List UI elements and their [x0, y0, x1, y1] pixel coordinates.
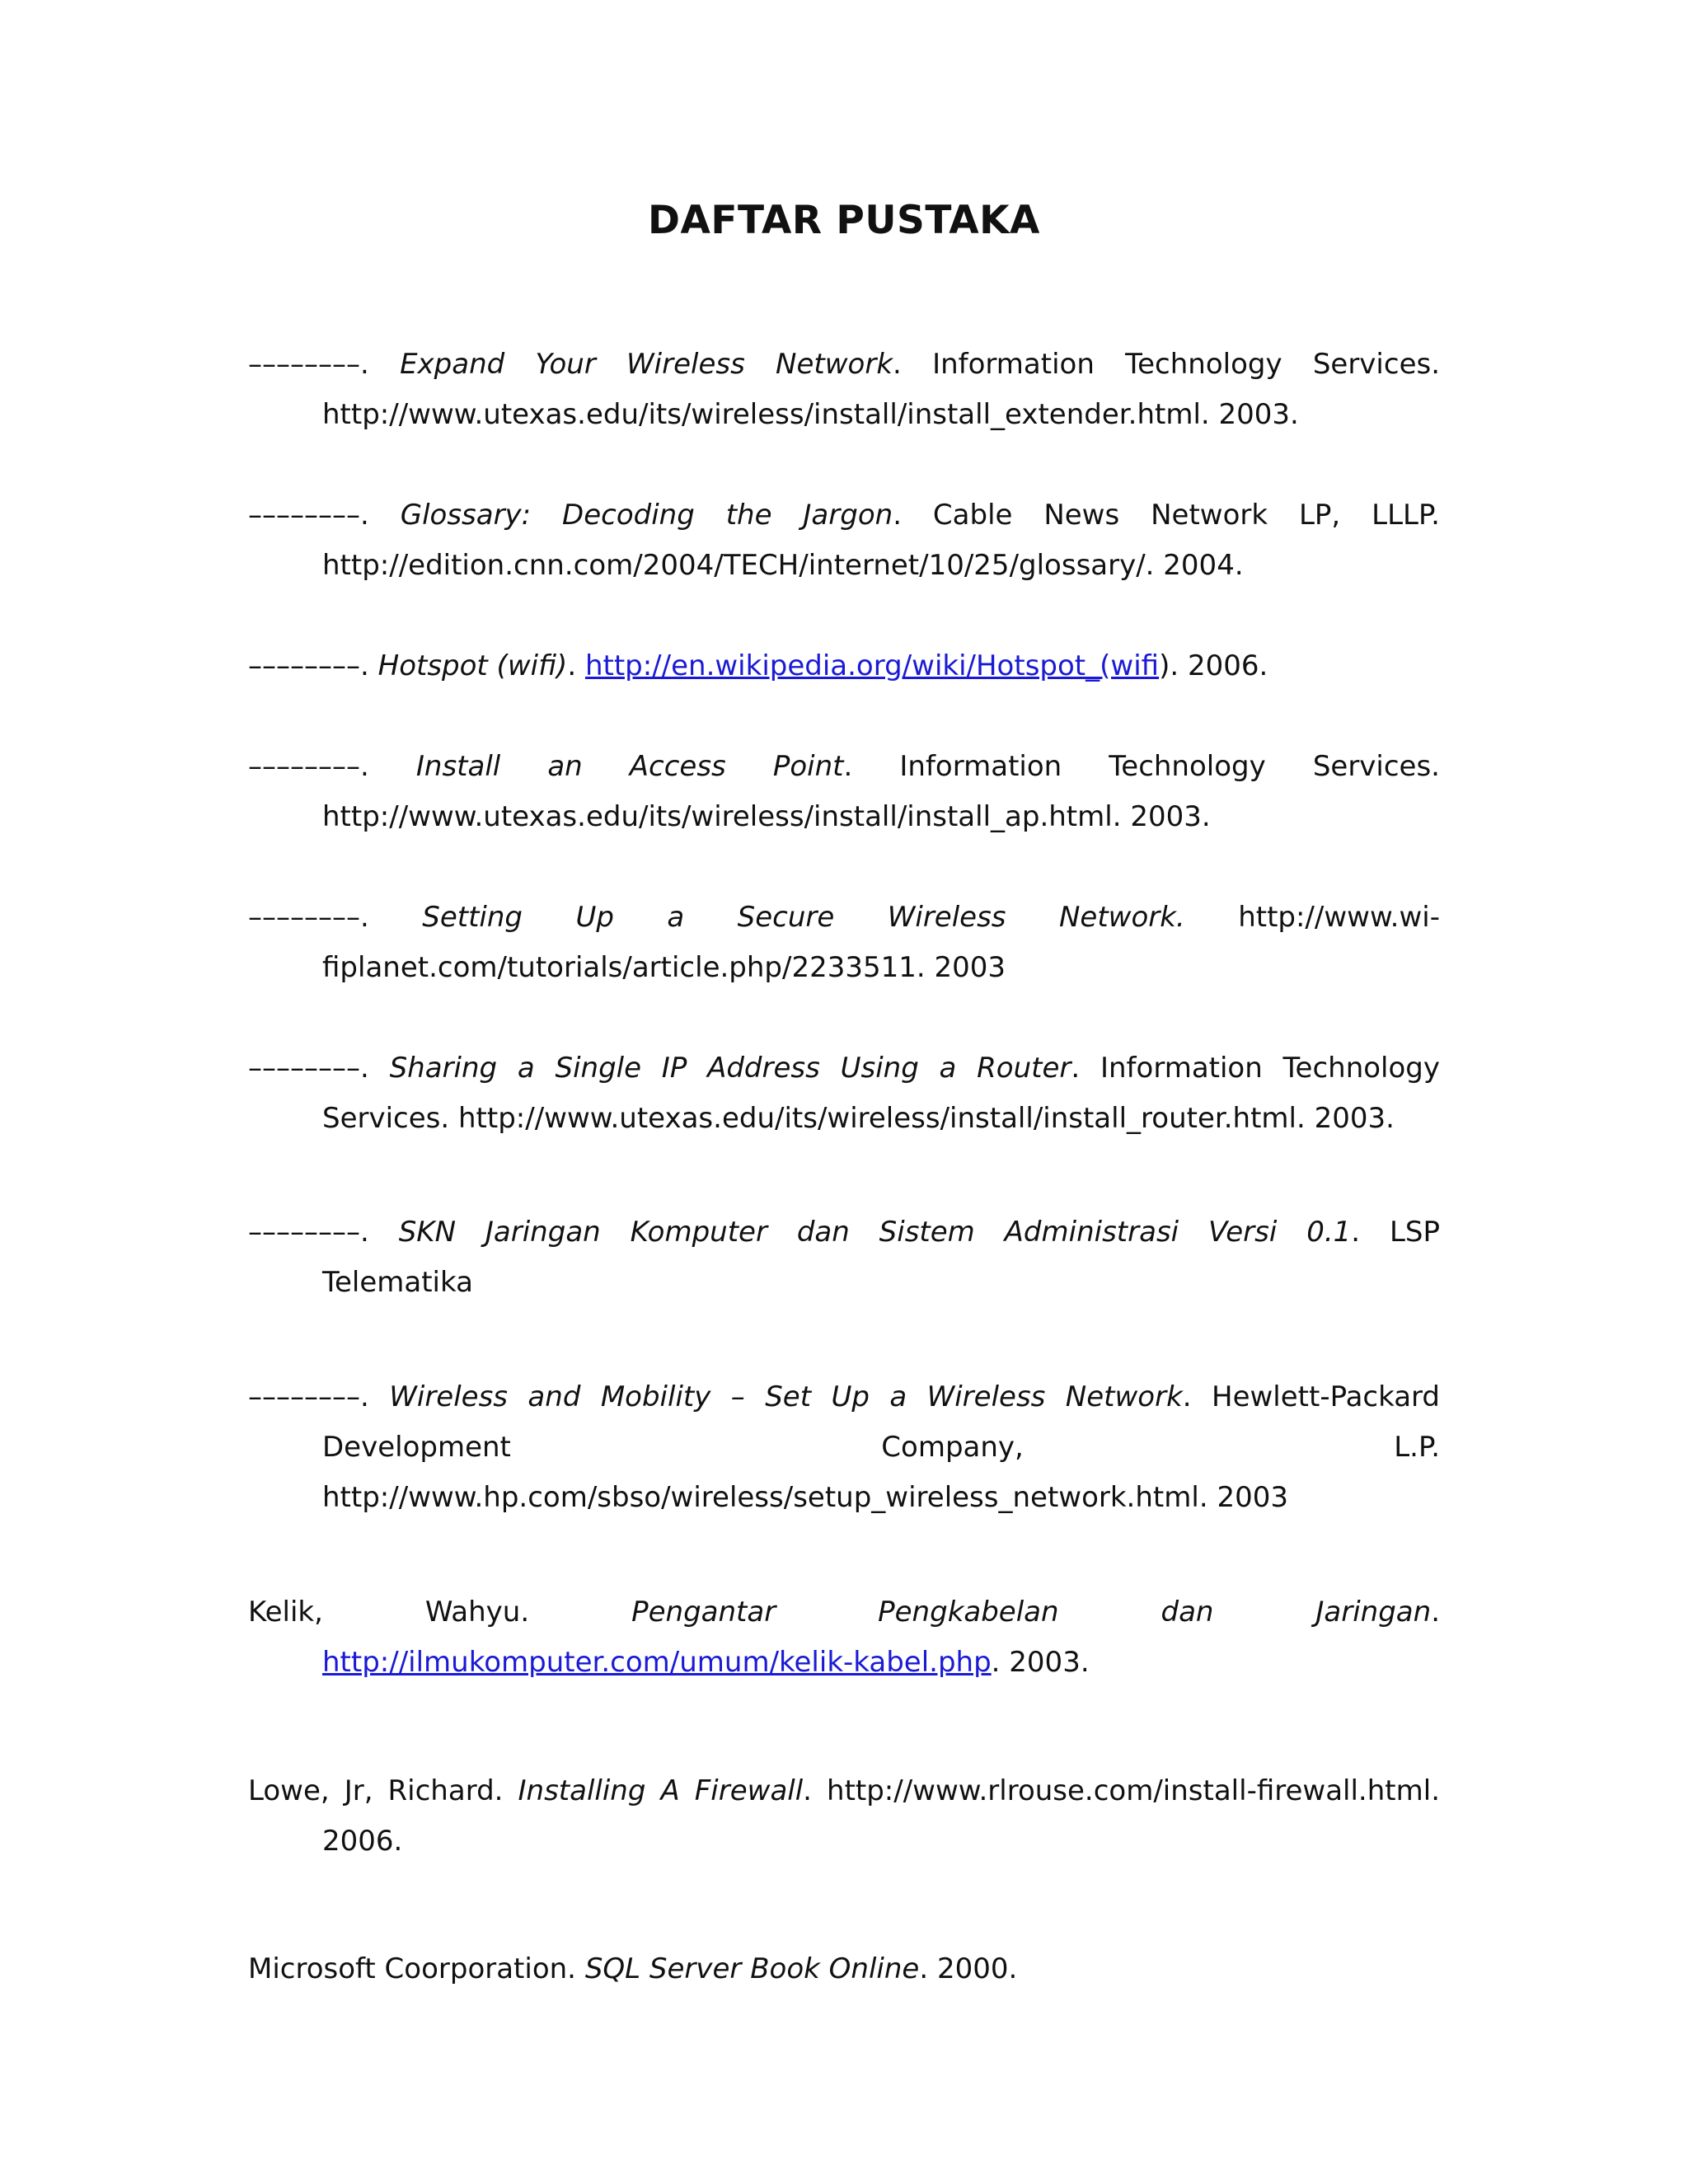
reference-entry: ––––––––. Expand Your Wireless Network. Information Technology Services. http://www.utexas.edu/its/wireless/install/install_extender.html. 2003. [248, 348, 1441, 431]
reference-publisher: Cable News Network LP, LLLP. [932, 499, 1440, 532]
author-dash: –––––––– [248, 1380, 360, 1413]
reference-url: http://www.hp.com/sbso/wireless/setup_wireless_network.html [322, 1481, 1199, 1514]
reference-year: 2004. [1163, 549, 1244, 582]
reference-url: http://www.utexas.edu/its/wireless/install/install_router.html [458, 1102, 1296, 1135]
reference-year: 2006. [1187, 649, 1268, 682]
reference-url: fiplanet.com/tutorials/article.php/2233511 [322, 951, 917, 984]
reference-entry: Kelik, Wahyu. Pengantar Pengkabelan dan Jaringan. http://ilmukomputer.com/umum/kelik-kabel.php. 2003. [248, 1596, 1441, 1679]
reference-entry: ––––––––. SKN Jaringan Komputer dan Sistem Administrasi Versi 0.1. LSP Telematika [248, 1216, 1440, 1299]
reference-publisher: Hewlett-Packard [1212, 1380, 1440, 1413]
reference-title: SQL Server Book Online [584, 1952, 920, 1985]
reference-entry: ––––––––. Glossary: Decoding the Jargon. Cable News Network LP, LLLP. http://edition.cnn.com/2004/TECH/internet/10/25/glossary/. 2004. [248, 499, 1440, 582]
reference-year: 2003. [1218, 398, 1299, 431]
reference-year: 2003. [1130, 800, 1211, 833]
reference-author: Microsoft Coorporation. [248, 1952, 576, 1985]
reference-title: Expand Your Wireless Network [400, 348, 893, 381]
reference-entry: Lowe, Jr, Richard. Installing A Firewall. http://www.rlrouse.com/install-firewall.html. 2006. [248, 1774, 1440, 1858]
reference-url: http://www.wi- [1238, 901, 1440, 934]
reference-year: 2006. [322, 1825, 403, 1858]
reference-title: Wireless and Mobility – Set Up a Wireless Network [389, 1380, 1183, 1413]
reference-url: http://www.utexas.edu/its/wireless/install/install_ap.html [322, 800, 1113, 833]
reference-url: http://edition.cnn.com/2004/TECH/internet/10/25/glossary/ [322, 549, 1146, 582]
reference-publisher: Services. [322, 1102, 450, 1135]
reference-title: SKN Jaringan Komputer dan Sistem Administrasi Versi 0.1 [398, 1216, 1352, 1249]
page-title: DAFTAR PUSTAKA [648, 198, 1040, 243]
reference-url: http://www.utexas.edu/its/wireless/install/install_extender.html [322, 398, 1201, 431]
reference-entry: ––––––––. Wireless and Mobility – Set Up a Wireless Network. Hewlett-Packard Development Company, L.P. http://www.hp.com/sbso/wireless/setup_wireless_network.html. 2003 [248, 1380, 1440, 1514]
reference-publisher: Information Technology [1100, 1052, 1441, 1085]
reference-title: Install an Access Point [415, 750, 844, 783]
reference-link[interactable]: http://en.wikipedia.org/wiki/Hotspot_(wifi [584, 649, 1160, 682]
reference-year: 2003 [1217, 1481, 1288, 1514]
reference-publisher: LSP [1389, 1216, 1440, 1249]
reference-publisher: Information Technology Services. [932, 348, 1441, 381]
reference-entry: ––––––––. Install an Access Point. Information Technology Services. http://www.utexas.edu/its/wireless/install/install_ap.html. 2003. [248, 750, 1440, 833]
reference-year: 2003 [934, 951, 1006, 984]
reference-entry: ––––––––. Hotspot (wifi). http://en.wikipedia.org/wiki/Hotspot_(wifi). 2006. [248, 649, 1268, 682]
author-dash: –––––––– [248, 1052, 360, 1085]
author-dash: –––––––– [248, 901, 360, 934]
reference-year: 2003. [1314, 1102, 1395, 1135]
reference-entry: ––––––––. Setting Up a Secure Wireless Network. http://www.wi- fiplanet.com/tutorials/article.php/2233511. 2003 [248, 901, 1440, 984]
reference-title: Glossary: Decoding the Jargon [400, 499, 893, 532]
reference-publisher: Information Technology Services. [899, 750, 1440, 783]
author-dash: –––––––– [248, 1216, 360, 1249]
author-dash: –––––––– [248, 348, 360, 381]
author-dash: –––––––– [248, 649, 360, 682]
reference-year: 2003. [1009, 1646, 1090, 1679]
reference-title: Installing A Firewall [518, 1774, 804, 1807]
reference-title: Hotspot (wifi) [377, 649, 568, 682]
author-dash: –––––––– [248, 499, 360, 532]
reference-publisher: Telematika [322, 1266, 473, 1299]
reference-title: Sharing a Single IP Address Using a Router [389, 1052, 1071, 1085]
reference-title: Setting Up a Secure Wireless Network. [422, 901, 1185, 934]
reference-author: Lowe, Jr, Richard. [248, 1774, 504, 1807]
reference-url: http://www.rlrouse.com/install-firewall.html. [827, 1774, 1440, 1807]
reference-link[interactable]: http://ilmukomputer.com/umum/kelik-kabel.php [322, 1646, 992, 1679]
reference-year: 2000. [936, 1952, 1018, 1985]
reference-entry: ––––––––. Sharing a Single IP Address Using a Router. Information Technology Services. http://www.utexas.edu/its/wireless/install/install_router.html. 2003. [248, 1052, 1441, 1135]
author-dash: –––––––– [248, 750, 360, 783]
reference-entry: Microsoft Coorporation. SQL Server Book Online. 2000. [248, 1952, 1018, 1985]
